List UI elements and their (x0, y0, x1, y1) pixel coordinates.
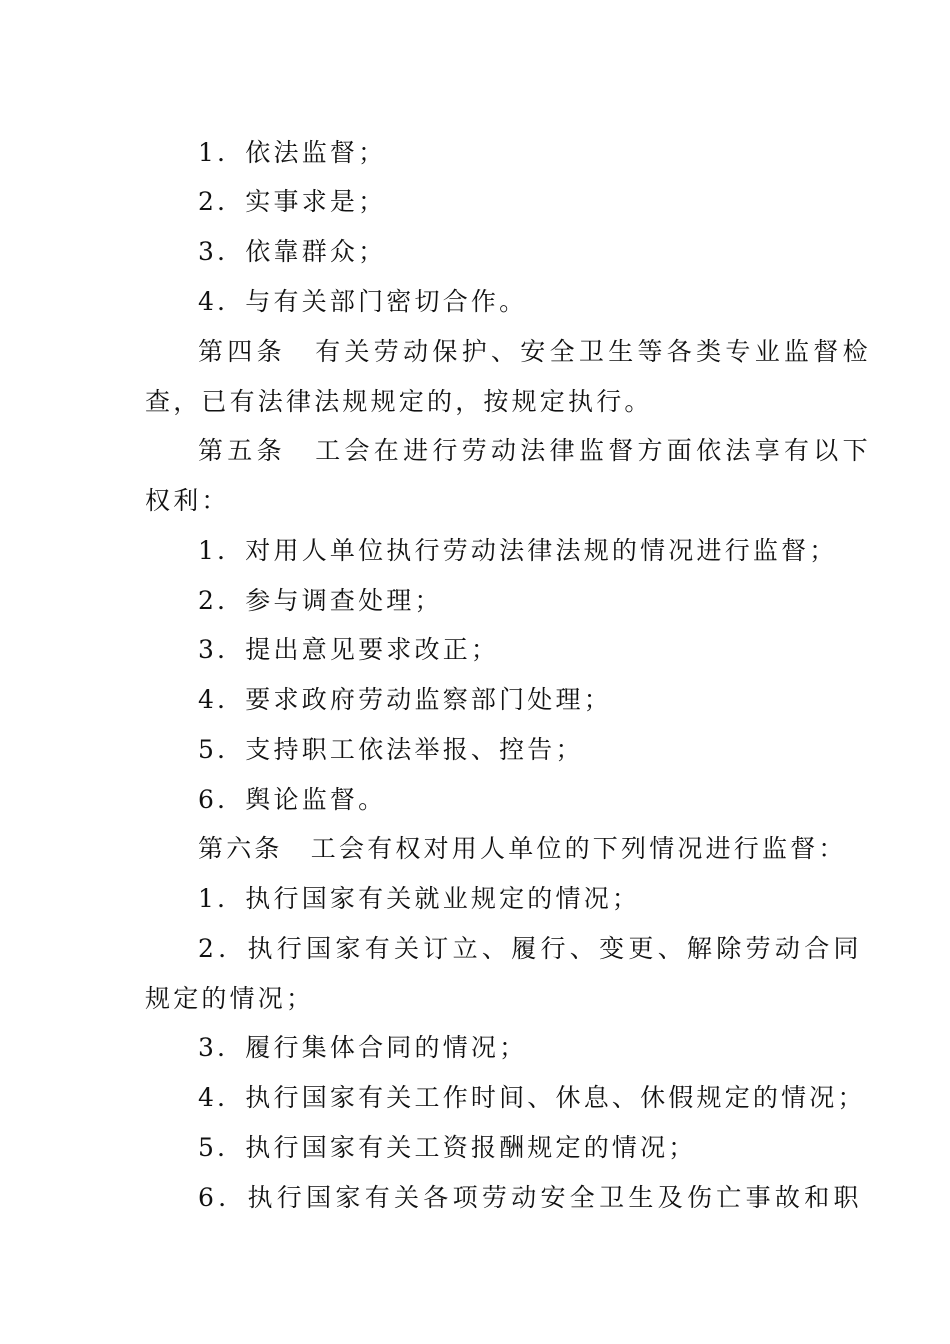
list-item: 1．执行国家有关就业规定的情况； (198, 884, 641, 913)
list-item: 2．执行国家有关订立、履行、变更、解除劳动合同 (198, 934, 863, 963)
list-item: 4．要求政府劳动监察部门处理； (198, 685, 612, 714)
list-item: 1．依法监督； (198, 138, 387, 167)
list-item: 5．执行国家有关工资报酬规定的情况； (198, 1133, 697, 1162)
list-item: 5．支持职工依法举报、控告； (198, 735, 584, 764)
article-4-continuation: 查，已有法律法规规定的，按规定执行。 (145, 387, 653, 416)
list-item: 3．提出意见要求改正； (198, 635, 500, 664)
article-5-continuation: 权利： (145, 486, 230, 515)
list-item: 3．履行集体合同的情况； (198, 1033, 528, 1062)
article-5-heading: 第五条 工会在进行劳动法律监督方面依法享有以下 (198, 436, 872, 465)
list-item: 2．实事求是； (198, 187, 387, 216)
list-item-continuation: 规定的情况； (145, 984, 315, 1013)
list-item: 4．与有关部门密切合作。 (198, 287, 528, 316)
list-item: 1．对用人单位执行劳动法律法规的情况进行监督； (198, 536, 838, 565)
list-item: 4．执行国家有关工作时间、休息、休假规定的情况； (198, 1083, 866, 1112)
list-item: 6．舆论监督。 (198, 785, 387, 814)
list-item: 6．执行国家有关各项劳动安全卫生及伤亡事故和职 (198, 1183, 863, 1212)
article-4-heading: 第四条 有关劳动保护、安全卫生等各类专业监督检 (198, 337, 872, 366)
list-item: 3．依靠群众； (198, 237, 387, 266)
article-6-heading: 第六条 工会有权对用人单位的下列情况进行监督： (198, 834, 847, 863)
list-item: 2．参与调查处理； (198, 586, 443, 615)
